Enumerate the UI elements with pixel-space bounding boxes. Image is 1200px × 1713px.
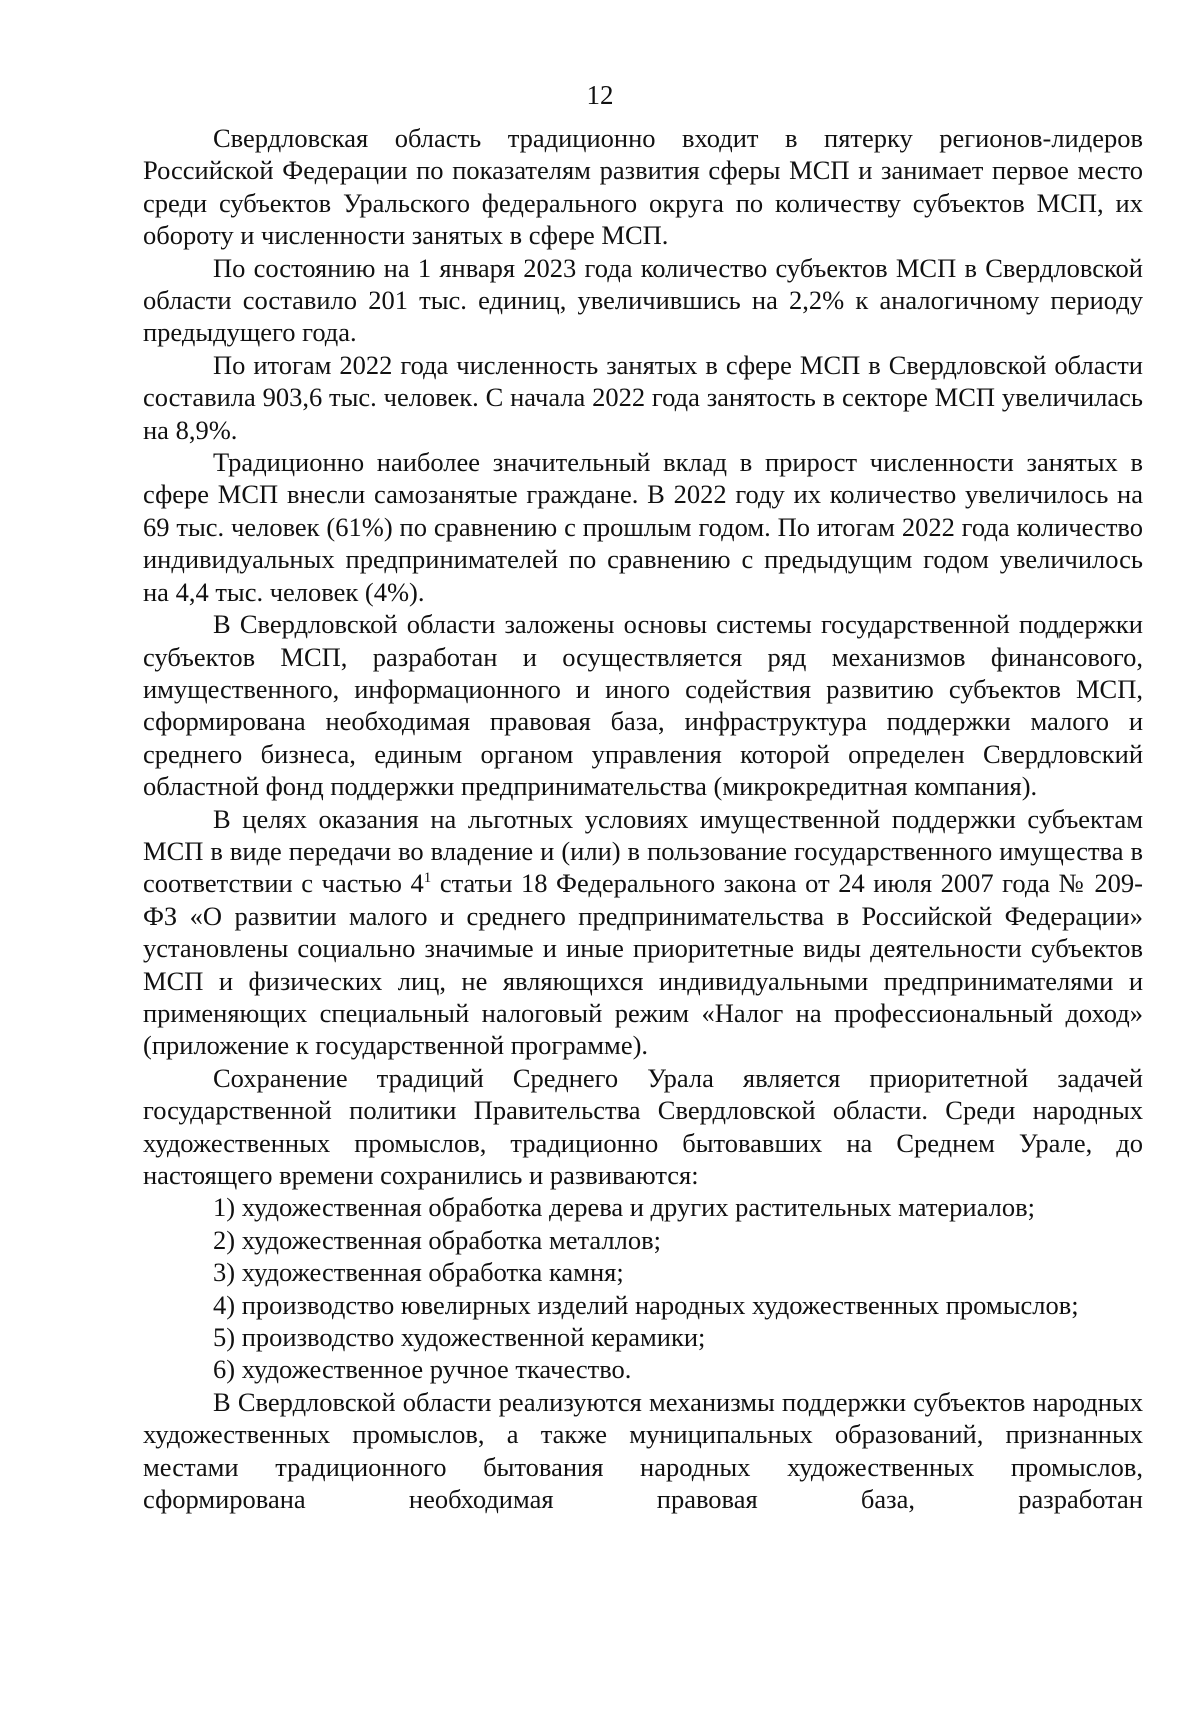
paragraph-support-system: В Свердловской области заложены основы системы государственной поддержки субъектов МСП, разработан и осуществляется ряд механизмов финансового, имущественного, информационного и иного содействия развитию субъектов МСП, сформирована необходимая правовая база, инфраструктура поддержки малого и среднего бизнеса, единым органом управления которой определен Свердловский областной фонд поддержки предпринимательства (микрокредитная компания). xyxy=(143,609,1143,802)
paragraph-property-support xyxy=(143,803,1143,1062)
list-item: 1) художественная обработка дерева и других растительных материалов; xyxy=(213,1192,1035,1223)
document-body xyxy=(143,122,1143,1515)
paragraph-msp-ranking: Свердловская область традиционно входит в пятерку регионов-лидеров Российской Федерации по показателям развития сферы МСП и занимает первое место среди субъектов Уральского федерального округа по количеству субъектов МСП, их обороту и численности занятых в сфере МСП. xyxy=(143,123,1143,251)
paragraph-self-employed: Традиционно наиболее значительный вклад в прирост численности занятых в сфере МСП внесли самозанятые граждане. В 2022 году их количество увеличилось на 69 тыс. человек (61%) по сравнению с прошлым годом. По итогам 2022 года количество индивидуальных предпринимателей по сравнению с предыдущим годом увеличилось на 4,4 тыс. человек (4%). xyxy=(143,447,1143,607)
list-item: 6) художественное ручное ткачество. xyxy=(213,1354,632,1385)
list-item: 3) художественная обработка камня; xyxy=(213,1257,624,1288)
paragraph-traditions: Сохранение традиций Среднего Урала является приоритетной задачей государственной политики Правительства Свердловской области. Среди народных художественных промыслов, традиционно бытовавших на Среднем Урале, до настоящего времени сохранились и развиваются: xyxy=(143,1062,1143,1190)
list-item: 4) производство ювелирных изделий народных художественных промыслов; xyxy=(213,1289,1079,1320)
crafts-list xyxy=(143,1191,1143,1385)
superscript-footnote: 1 xyxy=(423,870,432,887)
list-item: 2) художественная обработка металлов; xyxy=(213,1224,661,1255)
page-number: 12 xyxy=(586,80,614,110)
list-item: 5) производство художественной керамики; xyxy=(213,1322,706,1353)
paragraph-msp-employment: По итогам 2022 года численность занятых в сфере МСП в Свердловской области составила 903,6 тыс. человек. С начала 2022 года занятость в секторе МСП увеличилась на 8,9%. xyxy=(143,349,1143,445)
paragraph-crafts-support: В Свердловской области реализуются механизмы поддержки субъектов народных художественных промыслов, а также муниципальных образований, признанных местами традиционного бытования народных художественных промыслов, сформирована необходимая правовая база, разработан xyxy=(143,1386,1143,1515)
property-support-text-start: В целях оказания на льготных условиях имущественной поддержки субъектам МСП в виде передачи во владение и (или) в пользование государственного имущества в соответствии с частью 4 xyxy=(143,803,1143,899)
property-support-text-end: статьи 18 Федерального закона от 24 июля 2007 года № 209-ФЗ «О развитии малого и среднего предпринимательства в Российской Федерации» установлены социально значимые и иные приоритетные виды деятельности субъектов МСП и физических лиц, не являющихся индивидуальными предпринимателями и применяющих специальный налоговый режим «Налог на профессиональный доход» (приложение к государственной программе). xyxy=(143,868,1143,1061)
paragraph-msp-count: По состоянию на 1 января 2023 года количество субъектов МСП в Свердловской области составило 201 тыс. единиц, увеличившись на 2,2% к аналогичному периоду предыдущего года. xyxy=(143,252,1143,348)
